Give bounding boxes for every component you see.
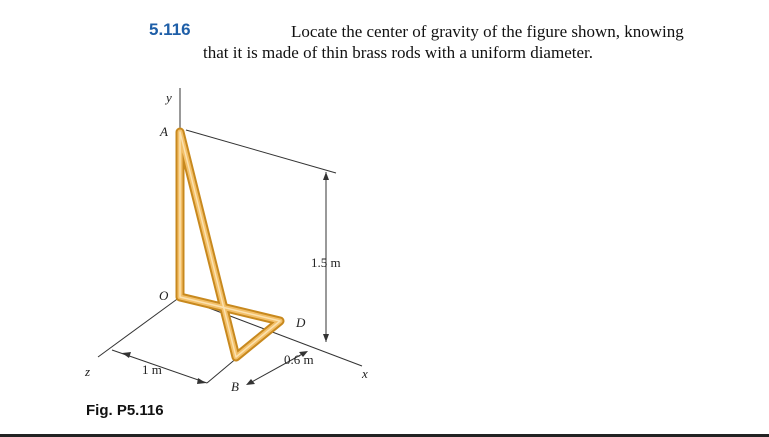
depth-dimension-label: 0.6 m (284, 352, 314, 367)
figure-caption: Fig. P5.116 (86, 402, 164, 419)
z-axis-line (98, 297, 180, 357)
width-dimension-label: 1 m (142, 362, 162, 377)
statement-line-2: that it is made of thin brass rods with a uniform diameter. (203, 43, 593, 62)
height-arrow-top (323, 172, 329, 180)
depth-arrow-left (246, 379, 255, 385)
point-o-label: O (159, 288, 169, 303)
height-dimension-label: 1.5 m (311, 255, 341, 270)
y-axis-label: y (166, 90, 172, 105)
height-arrow-bottom (323, 334, 329, 342)
point-d-label: D (296, 315, 306, 330)
z-axis-label: z (85, 364, 91, 379)
statement-line-1: Locate the center of gravity of the figure shown, knowing (291, 22, 684, 41)
width-arrow-right (197, 378, 206, 384)
top-extension-line (186, 130, 336, 173)
width-arrow-left (122, 352, 131, 358)
point-b-label: B (231, 379, 239, 394)
x-axis-label: x (362, 366, 368, 381)
rod-body (180, 132, 280, 357)
problem-number: 5.116 (149, 20, 191, 39)
point-a-label: A (160, 124, 168, 139)
